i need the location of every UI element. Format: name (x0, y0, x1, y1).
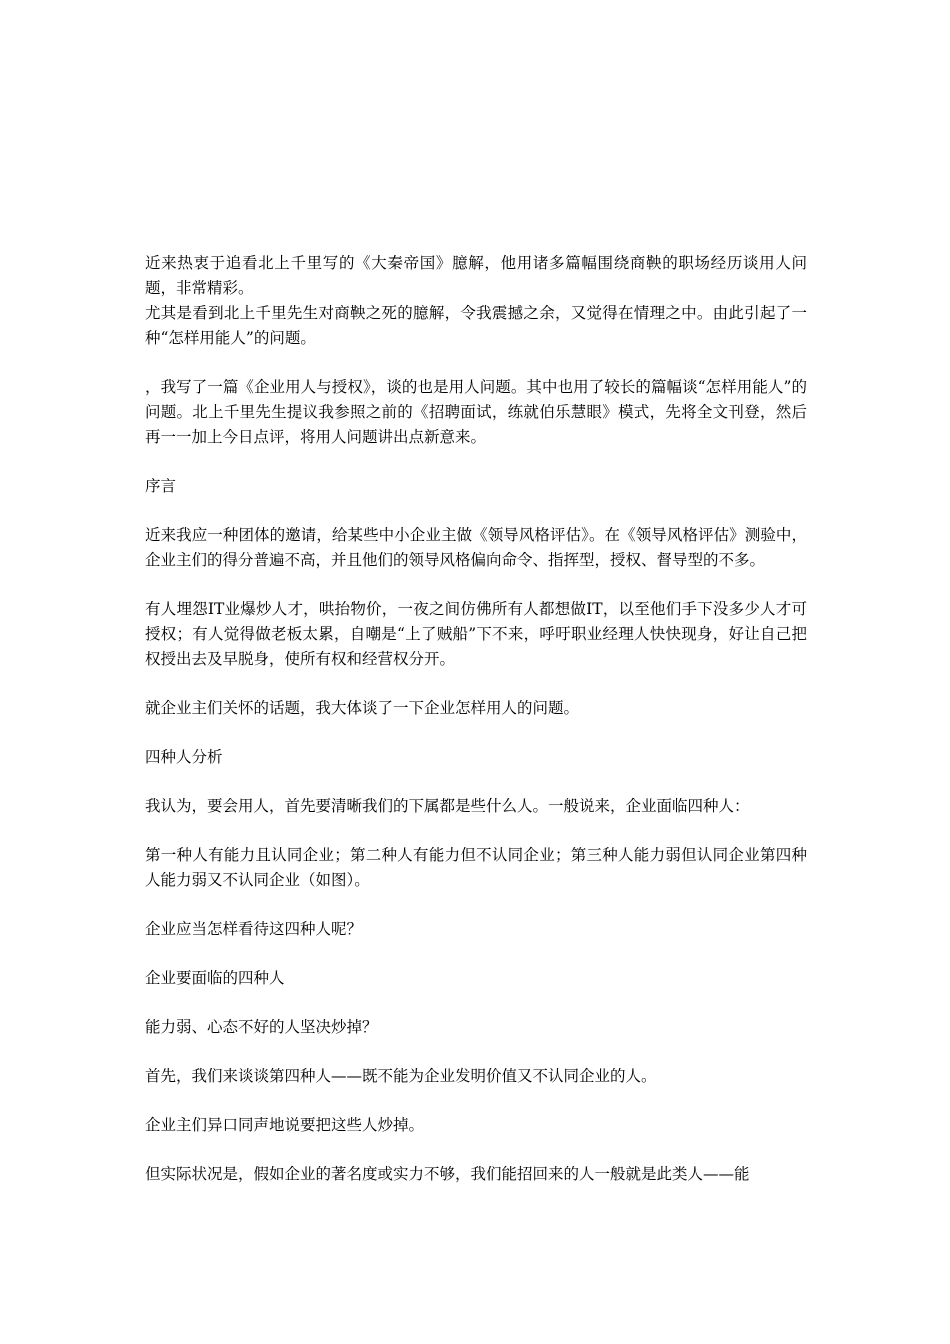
paragraph-owners-say: 企业主们异口同声地说要把这些人炒掉。 (145, 1116, 425, 1134)
paragraph-preface-2: 有人埋怨IT业爆炒人才，哄抬物价，一夜之间仿佛所有人都想做IT，以至他们手下没多少人才可授权；有人觉得做老板太累，自嘲是“上了贼船”下不来，呼吁职业经理人快快现身，好让自己把权授出去及早脱身，使所有权和经营权分开。 (145, 600, 807, 668)
section-heading-four-types: 四种人分析 (145, 748, 223, 766)
figure-caption: 企业要面临的四种人 (145, 969, 285, 987)
document-body (145, 251, 807, 1187)
paragraph-intro-3: ，我写了一篇《企业用人与授权》，谈的也是用人问题。其中也用了较长的篇幅谈“怎样用能人”的问题。北上千里先生提议我参照之前的《招聘面试，练就伯乐慧眼》模式，先将全文刊登，然后再一一加上今日点评，将用人问题讲出点新意来。 (145, 378, 807, 446)
subheading-fire-question: 能力弱、心态不好的人坚决炒掉？ (145, 1018, 378, 1036)
paragraph-reality: 但实际状况是，假如企业的著名度或实力不够，我们能招回来的人一般就是此类人——能 (145, 1165, 750, 1183)
paragraph-preface-1: 近来我应一种团体的邀请，给某些中小企业主做《领导风格评估》。在《领导风格评估》测验中，企业主们的得分普遍不高，并且他们的领导风格偏向命令、指挥型，授权、督导型的不多。 (145, 526, 807, 569)
paragraph-preface-3: 就企业主们关怀的话题，我大体谈了一下企业怎样用人的问题。 (145, 699, 580, 717)
paragraph-four-types-1: 我认为，要会用人，首先要清晰我们的下属都是些什么人。一般说来，企业面临四种人： (145, 797, 750, 815)
paragraph-question: 企业应当怎样看待这四种人呢？ (145, 920, 363, 938)
paragraph-fourth-type: 首先，我们来谈谈第四种人——既不能为企业发明价值又不认同企业的人。 (145, 1067, 657, 1085)
paragraph-intro-1: 近来热衷于追看北上千里写的《大秦帝国》臆解，他用诸多篇幅围绕商鞅的职场经历谈用人问题，非常精彩。 (145, 254, 807, 297)
section-heading-preface: 序言 (145, 477, 177, 495)
paragraph-intro-2: 尤其是看到北上千里先生对商鞅之死的臆解，令我震撼之余，又觉得在情理之中。由此引起了一种“怎样用能人”的问题。 (145, 304, 807, 347)
paragraph-four-types-2: 第一种人有能力且认同企业；第二种人有能力但不认同企业；第三种人能力弱但认同企业第四种人能力弱又不认同企业（如图）。 (145, 846, 807, 889)
